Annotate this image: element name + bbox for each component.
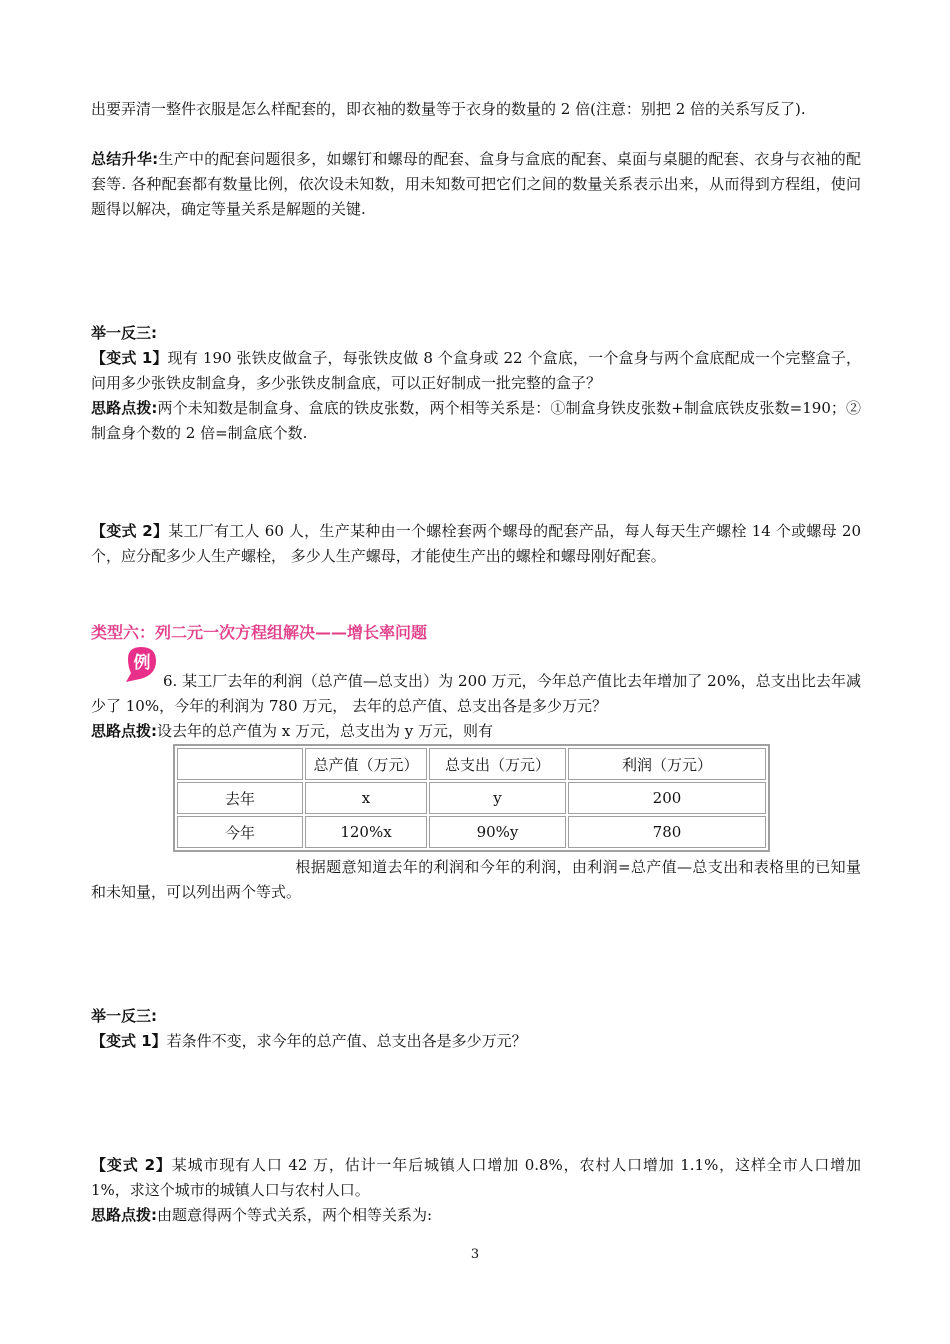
variant-2-text: 某工厂有工人 60 人，生产某种由一个螺栓套两个螺母的配套产品，每人每天生产螺栓 14 个或螺母 20 个，应分配多少人生产螺栓， 多少人生产螺母，才能使生产出的螺栓和螺母刚好配套。: [91, 522, 861, 565]
hint-paragraph: [91, 396, 861, 446]
variant-1-label: 【变式 1】: [91, 349, 168, 367]
practice-2-label: 举一反三:: [91, 1007, 157, 1025]
hint-2-text: 设去年的总产值为 x 万元，总支出为 y 万元，则有: [157, 722, 494, 740]
table-header-cell: [177, 748, 303, 780]
hint-2-label: 思路点拨:: [91, 722, 157, 740]
table-header-row: [177, 748, 766, 780]
table-header-cell: 利润（万元）: [568, 748, 766, 780]
variant-2b-text: 某城市现有人口 42 万，估计一年后城镇人口增加 0.8%，农村人口增加 1.1%，这样全市人口增加 1%，求这个城市的城镇人口与农村人口。: [91, 1156, 861, 1199]
example-badge-char: 例: [133, 653, 151, 673]
hint-3-paragraph: [91, 1203, 861, 1228]
summary-paragraph: [91, 147, 861, 222]
variant-2b-label: 【变式 2】: [91, 1156, 172, 1174]
variant-2-label: 【变式 2】: [91, 522, 169, 540]
variant-2b-paragraph: [91, 1153, 861, 1203]
hint-label: 思路点拨:: [91, 399, 158, 417]
table-row: [177, 782, 766, 814]
table-row: [177, 816, 766, 848]
summary-label: 总结升华:: [91, 150, 159, 168]
table-cell: y: [429, 782, 566, 814]
table-header-cell: 总支出（万元）: [429, 748, 566, 780]
table-cell: 200: [568, 782, 766, 814]
hint-3-text: 由题意得两个等式关系，两个相等关系为:: [157, 1206, 433, 1224]
variant-1b-label: 【变式 1】: [91, 1032, 167, 1050]
after-table-paragraph: 根据题意知道去年的利润和今年的利润，由利润=总产值—总支出和表格里的已知量和未知量，可以列出两个等式。: [91, 858, 861, 901]
table-cell: 今年: [177, 816, 303, 848]
summary-text: 生产中的配套问题很多，如螺钉和螺母的配套、盒身与盒底的配套、桌面与桌腿的配套、衣身与衣袖的配套等. 各种配套都有数量比例，依次设未知数，用未知数可把它们之间的数量关系表示出来，从而得到方程组，使问题得以解决，确定等量关系是解题的关键.: [91, 150, 861, 218]
table-cell: 120%x: [305, 816, 427, 848]
table-header-cell: 总产值（万元）: [305, 748, 427, 780]
example-6-paragraph: [91, 669, 861, 719]
variant-2-paragraph: [91, 519, 861, 569]
table-cell: 780: [568, 816, 766, 848]
table-cell: 90%y: [429, 816, 566, 848]
variant-1-paragraph: [91, 346, 861, 396]
hint-text: 两个未知数是制盒身、盒底的铁皮张数，两个相等关系是：①制盒身铁皮张数+制盒底铁皮张数=190；②制盒身个数的 2 倍=制盒底个数.: [91, 399, 861, 442]
section-heading: 类型六：列二元一次方程组解决——增长率问题: [91, 623, 428, 642]
hint-2-paragraph: [91, 719, 861, 744]
practice-label: 举一反三:: [91, 324, 157, 342]
continued-paragraph: 出要弄清一整件衣服是怎么样配套的，即衣袖的数量等于衣身的数量的 2 倍(注意：别把 2 倍的关系写反了).: [91, 100, 806, 118]
table-cell: 去年: [177, 782, 303, 814]
hint-3-label: 思路点拨:: [91, 1206, 157, 1224]
data-table: [173, 744, 770, 852]
page-number: 3: [470, 1247, 480, 1262]
variant-1b-paragraph: [91, 1029, 861, 1054]
table-cell: x: [305, 782, 427, 814]
variant-1b-text: 若条件不变，求今年的总产值、总支出各是多少万元？: [166, 1032, 527, 1050]
example-6-text: 6. 某工厂去年的利润（总产值—总支出）为 200 万元，今年总产值比去年增加了 20%，总支出比去年减少了 10%，今年的利润为 780 万元， 去年的总产值、总支出各是多少万元？: [91, 672, 861, 715]
variant-1-text: 现有 190 张铁皮做盒子，每张铁皮做 8 个盒身或 22 个盒底，一个盒身与两个盒底配成一个完整盒子，问用多少张铁皮制盒身，多少张铁皮制盒底，可以正好制成一批完整的盒子？: [91, 349, 861, 392]
